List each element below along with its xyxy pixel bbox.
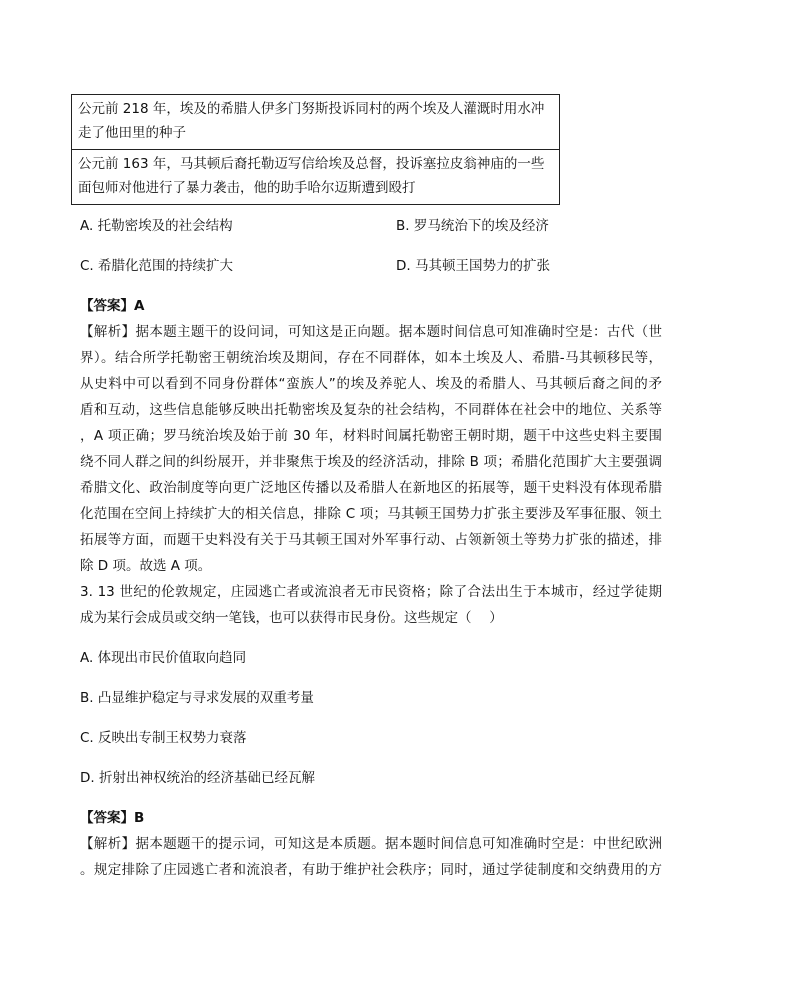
table-cell-line: 公元前 163 年，马其顿后裔托勒迈写信给埃及总督，投诉塞拉皮翁神庙的一些 [78, 156, 545, 172]
table-cell [72, 150, 560, 205]
q2-answer: 【答案】A [80, 298, 145, 314]
q2-option-c: C. 希腊化范围的持续扩大 [80, 258, 234, 274]
q2-option-b: B. 罗马统治下的埃及经济 [396, 218, 549, 234]
q3-option-b: B. 凸显维护稳定与寻求发展的双重考量 [80, 690, 314, 706]
q2-analysis-line: 拓展等方面，而题干史料没有关于马其顿王国对外军事行动、占领新领土等势力扩张的描述，排 [80, 532, 662, 548]
table-row [72, 95, 560, 150]
q3-option-d: D. 折射出神权统治的经济基础已经瓦解 [80, 770, 315, 786]
q2-analysis-line: 化范围在空间上持续扩大的相关信息，排除 C 项；马其顿王国势力扩张主要涉及军事征服、领土 [80, 506, 662, 522]
q2-option-a: A. 托勒密埃及的社会结构 [80, 218, 233, 234]
q2-analysis-line: 除 D 项。故选 A 项。 [80, 558, 212, 574]
q3-stem-line: 成为某行会成员或交纳一笔钱，也可以获得市民身份。这些规定（ ） [80, 610, 503, 626]
q2-analysis-line: 【解析】据本题主题干的设问词，可知这是正向题。据本题时间信息可知准确时空是：古代（世 [80, 324, 662, 340]
q3-option-a: A. 体现出市民价值取向趋同 [80, 650, 247, 666]
q2-analysis-line: 绕不同人群之间的纠纷展开，并非聚焦于埃及的经济活动，排除 B 项；希腊化范围扩大主要强调 [80, 454, 662, 470]
q3-stem-line: 3. 13 世纪的伦敦规定，庄园逃亡者或流浪者无市民资格；除了合法出生于本城市，经过学徒期 [80, 584, 662, 600]
q3-option-c: C. 反映出专制王权势力衰落 [80, 730, 247, 746]
q3-analysis-line: 。规定排除了庄园逃亡者和流浪者，有助于维护社会秩序；同时，通过学徒制度和交纳费用的方 [80, 862, 662, 878]
q2-analysis-line: 盾和互动，这些信息能够反映出托勒密埃及复杂的社会结构，不同群体在社会中的地位、关系等 [80, 402, 662, 418]
q3-analysis-line: 【解析】据本题题干的提示词，可知这是本质题。据本题时间信息可知准确时空是：中世纪欧洲 [80, 836, 662, 852]
q3-answer: 【答案】B [80, 810, 145, 826]
table-cell-line: 公元前 218 年，埃及的希腊人伊多门努斯投诉同村的两个埃及人灌溉时用水冲 [78, 101, 545, 117]
q2-analysis-line: 界）。结合所学托勒密王朝统治埃及期间，存在不同群体，如本土埃及人、希腊-马其顿移民等， [80, 350, 662, 366]
q2-analysis-line: 希腊文化、政治制度等向更广泛地区传播以及希腊人在新地区的拓展等，题干史料没有体现希腊 [80, 480, 662, 496]
table-cell-line: 面包师对他进行了暴力袭击，他的助手哈尔迈斯遭到殴打 [78, 180, 416, 196]
table-cell [72, 95, 560, 150]
q2-analysis-line: ，A 项正确；罗马统治埃及始于前 30 年，材料时间属托勒密王朝时期，题干中这些史料主要围 [80, 428, 662, 444]
table-row [72, 150, 560, 205]
q2-analysis-line: 从史料中可以看到不同身份群体“蛮族人”的埃及养驼人、埃及的希腊人、马其顿后裔之间的矛 [80, 376, 662, 392]
source-material-table [71, 94, 560, 205]
q2-option-d: D. 马其顿王国势力的扩张 [396, 258, 550, 274]
table-cell-line: 走了他田里的种子 [78, 125, 186, 141]
